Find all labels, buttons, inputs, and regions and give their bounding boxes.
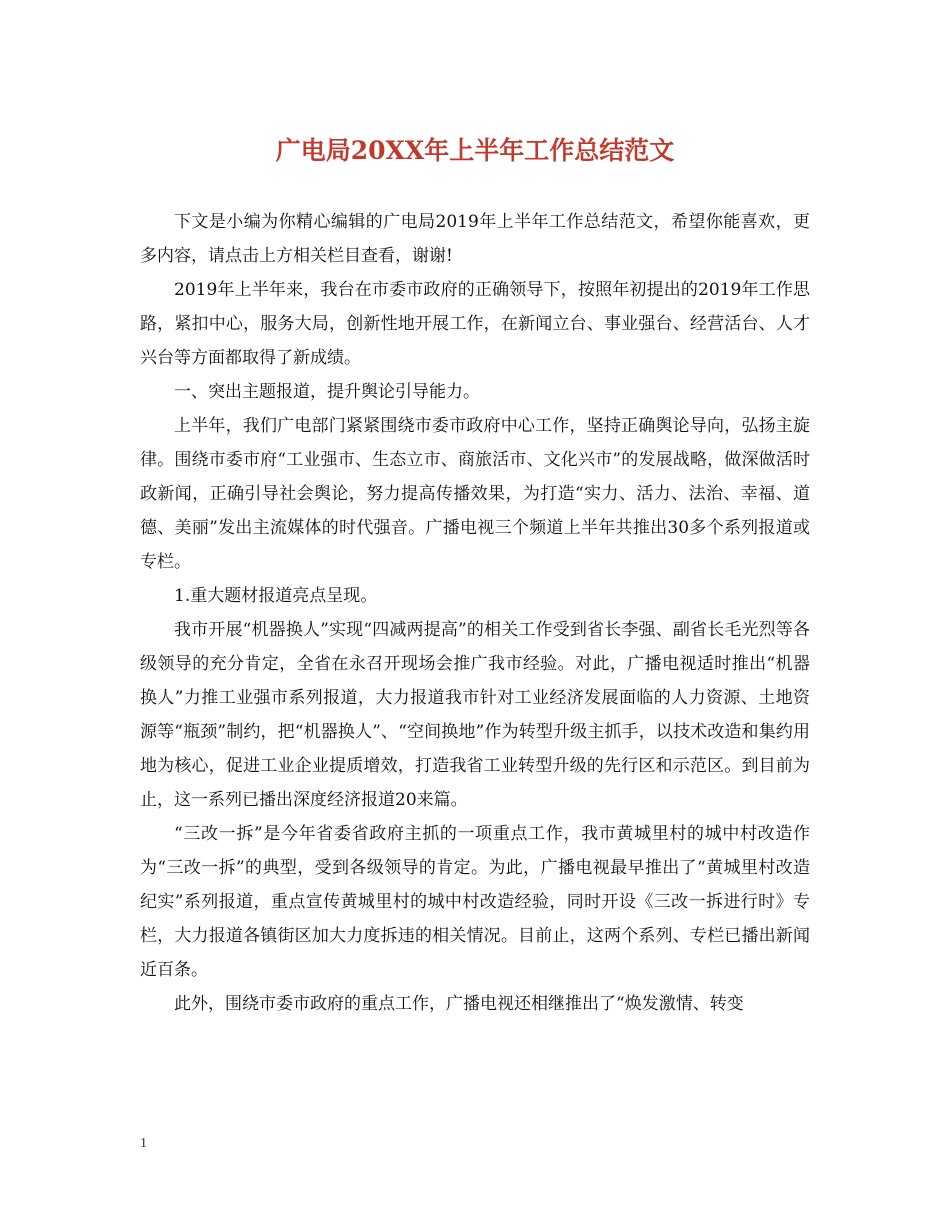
page-number: 1 bbox=[140, 1136, 147, 1151]
subheading-1-1: 1.重大题材报道亮点呈现。 bbox=[174, 586, 378, 606]
paragraph-three-reforms: “三改一拆”是今年省委省政府主抓的一项重点工作，我市黄城里村的城中村改造作为“三改一拆”的典型，受到各级领导的肯定。为此，广播电视最早推出了“黄城里村改造纪实”系列报道，重点宣传黄城里村的城中村改造经验，同时开设《三改一拆进行时》专栏，大力报道各镇街区加大力度拆违的相关情况。目前止，这两个系列、专栏已播出新闻近百条。 bbox=[140, 824, 810, 980]
paragraph-robots: 我市开展“机器换人”实现“四减两提高”的相关工作受到省长李强、副省长毛光烈等各级领导的充分肯定，全省在永召开现场会推广我市经验。对此，广播电视适时推出“机器换人”力推工业强市系列报道，大力报道我市针对工业经济发展面临的人力资源、土地资源等“瓶颈”制约，把“机器换人”、“空间换地”作为转型升级主抓手，以技术改造和集约用地为核心，促进工业企业提质增效，打造我省工业转型升级的先行区和示范区。到目前为止，这一系列已播出深度经济报道20来篇。 bbox=[140, 620, 810, 810]
paragraph-additional: 此外，围绕市委市政府的重点工作，广播电视还相继推出了“焕发激情、转变 bbox=[174, 994, 744, 1014]
document-body bbox=[140, 205, 810, 1021]
document-title: 广电局20XX年上半年工作总结范文 bbox=[275, 136, 675, 165]
paragraph-section-1: 上半年，我们广电部门紧紧围绕市委市政府中心工作，坚持正确舆论导向，弘扬主旋律。围绕市委市府“工业强市、生态立市、商旅活市、文化兴市”的发展战略，做深做活时政新闻，正确引导社会舆论，努力提高传播效果，为打造“实力、活力、法治、幸福、道德、美丽”发出主流媒体的时代强音。广播电视三个频道上半年共推出30多个系列报道或专栏。 bbox=[140, 416, 810, 572]
paragraph-intro: 下文是小编为你精心编辑的广电局2019年上半年工作总结范文，希望你能喜欢，更多内容，请点击上方相关栏目查看，谢谢! bbox=[140, 212, 810, 266]
paragraph-overview: 2019年上半年来，我台在市委市政府的正确领导下，按照年初提出的2019年工作思路，紧扣中心，服务大局，创新性地开展工作，在新闻立台、事业强台、经营活台、人才兴台等方面都取得了新成绩。 bbox=[140, 280, 810, 368]
section-heading-1: 一、突出主题报道，提升舆论引导能力。 bbox=[174, 382, 480, 402]
